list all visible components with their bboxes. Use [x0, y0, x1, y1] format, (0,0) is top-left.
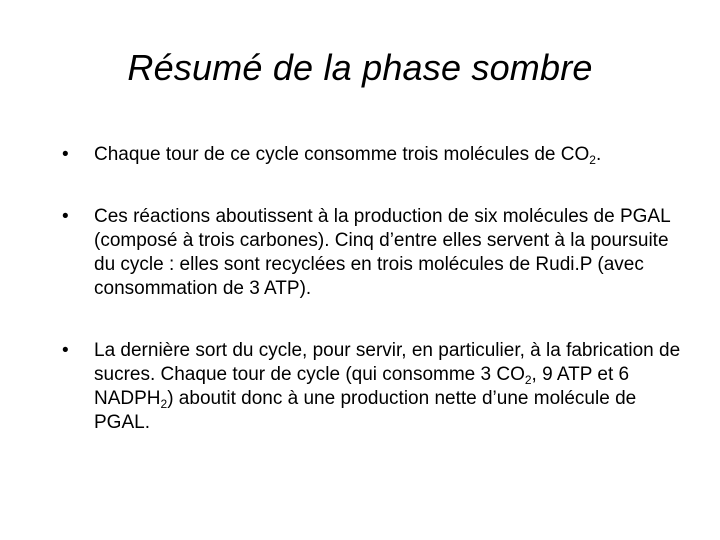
slide-title: Résumé de la phase sombre	[127, 47, 593, 88]
text-run: Chaque tour de ce cycle consomme trois molécules de CO	[94, 144, 590, 165]
text-run: .	[595, 144, 602, 165]
bullet-marker: •	[62, 144, 69, 165]
bullet-text-1	[94, 144, 601, 165]
bullet-marker: •	[62, 206, 69, 227]
text-run: La dernière sort du cycle, pour servir, en particulier, à la fabrication de sucres. Chaque tour de cycle (qui consomme 3 CO	[94, 340, 681, 385]
subscript: 2	[589, 153, 596, 167]
bullet-list	[60, 143, 690, 473]
text-run: Ces réactions aboutissent à la production de six molécules de PGAL (composé à trois carbones). Cinq d’entre elles servent à la poursuite du cycle : elles sont recyclées en trois molécules de Rudi.P (avec consommation de 3 ATP).	[94, 206, 670, 299]
bullet-item-1	[60, 143, 690, 167]
bullet-item-2	[60, 205, 690, 301]
subscript: 2	[524, 373, 532, 387]
bullet-text-3	[94, 340, 680, 433]
bullet-item-3	[60, 339, 690, 435]
text-run: , 9 ATP et 6 NADPH	[94, 364, 630, 409]
subscript: 2	[160, 397, 168, 411]
bullet-text-2	[94, 206, 670, 299]
bullet-marker: •	[62, 340, 69, 361]
text-run: ) aboutit donc à une production nette d’une molécule de PGAL.	[94, 388, 637, 433]
